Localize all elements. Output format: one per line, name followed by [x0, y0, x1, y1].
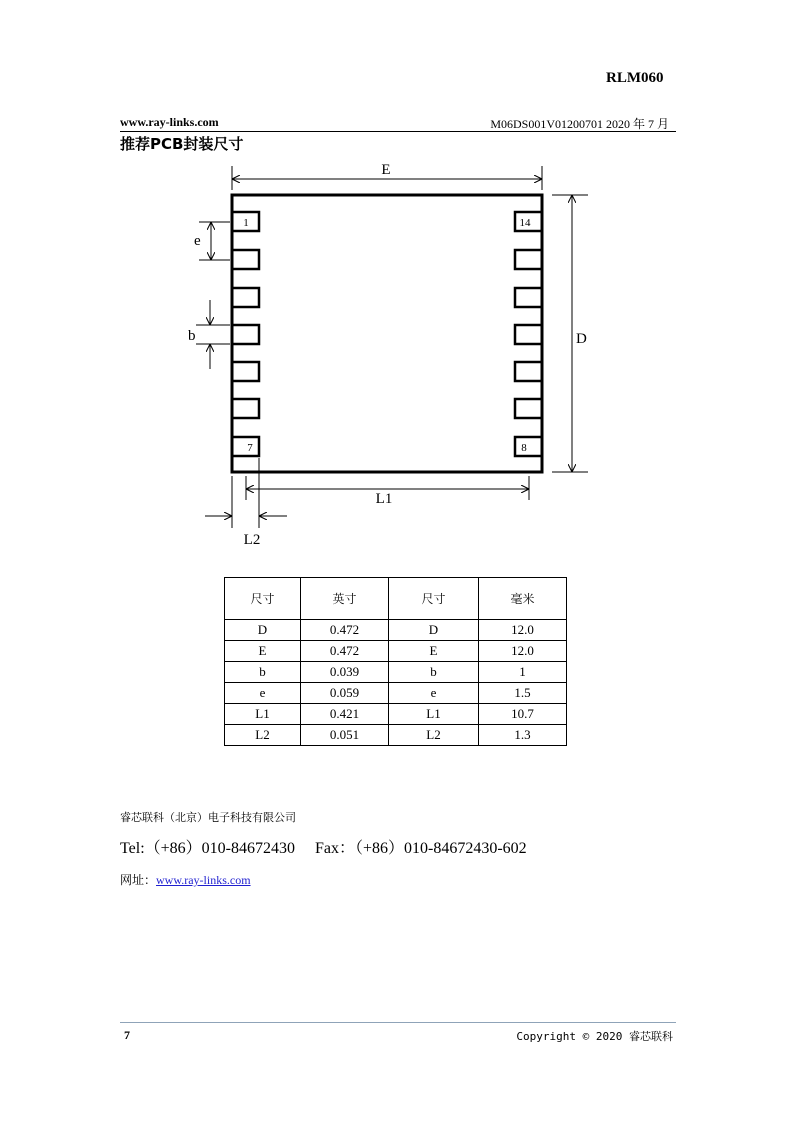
table-cell: D — [225, 620, 301, 641]
table-cell: 1.5 — [479, 683, 567, 704]
dimensions-table — [224, 577, 567, 746]
pin-1-label: 1 — [243, 217, 249, 229]
table-cell: 0.472 — [301, 641, 389, 662]
table-cell: 0.421 — [301, 704, 389, 725]
table-cell: e — [225, 683, 301, 704]
pin-14-label: 14 — [519, 217, 531, 229]
dim-label-e-width: E — [381, 162, 391, 178]
table-cell: 1.3 — [479, 725, 567, 746]
pad-6 — [232, 399, 259, 418]
table-cell: L1 — [225, 704, 301, 725]
website-line — [120, 871, 251, 888]
package-outline — [232, 195, 542, 472]
pad-3 — [232, 288, 259, 307]
table-row — [225, 620, 567, 641]
table-cell: L1 — [389, 704, 479, 725]
table-cell: L2 — [389, 725, 479, 746]
pin-7-label: 7 — [247, 442, 253, 454]
table-row — [225, 704, 567, 725]
table-header-cell: 英寸 — [301, 578, 389, 620]
table-row — [225, 641, 567, 662]
pad-4 — [232, 325, 259, 344]
table-row — [225, 683, 567, 704]
table-header-cell: 尺寸 — [389, 578, 479, 620]
table-cell: 0.059 — [301, 683, 389, 704]
table-cell: 0.472 — [301, 620, 389, 641]
copyright-notice: Copyright © 2020 睿芯联科 — [516, 1030, 673, 1043]
pad-2 — [232, 250, 259, 269]
pad-13 — [515, 250, 542, 269]
page-number: 7 — [124, 1028, 130, 1042]
table-cell: b — [225, 662, 301, 683]
header-website: www.ray-links.com — [120, 115, 219, 129]
company-name: 睿芯联科（北京）电子科技有限公司 — [120, 811, 296, 824]
table-header-row — [225, 578, 567, 620]
pad-8 — [515, 437, 542, 456]
document-id: RLM060 — [606, 70, 664, 86]
table-row — [225, 662, 567, 683]
dim-label-d-height: D — [576, 331, 587, 347]
contact-line: Tel:（+86）010-84672430 Fax：（+86）010-84672430-602 — [120, 840, 527, 857]
table-cell: b — [389, 662, 479, 683]
table-cell: 10.7 — [479, 704, 567, 725]
pad-11 — [515, 325, 542, 344]
table-header-cell: 尺寸 — [225, 578, 301, 620]
table-cell: 0.039 — [301, 662, 389, 683]
table-cell: 0.051 — [301, 725, 389, 746]
table-header-cell: 毫米 — [479, 578, 567, 620]
right-pad-column — [515, 212, 542, 456]
website-label: 网址： — [120, 873, 157, 887]
table-cell: 12.0 — [479, 620, 567, 641]
footer-rule — [120, 1022, 676, 1023]
table-cell: E — [389, 641, 479, 662]
pad-5 — [232, 362, 259, 381]
version-info: M06DS001V01200701 2020 年 7 月 — [490, 117, 669, 131]
table-cell: L2 — [225, 725, 301, 746]
table-cell: 12.0 — [479, 641, 567, 662]
pad-12 — [515, 288, 542, 307]
table-cell: 1 — [479, 662, 567, 683]
section-title: 推荐PCB封装尺寸 — [120, 135, 244, 153]
table-row — [225, 725, 567, 746]
pad-7 — [232, 437, 259, 456]
dim-label-l1: L1 — [375, 491, 393, 507]
pad-9 — [515, 399, 542, 418]
left-pad-column — [232, 212, 259, 456]
table-cell: E — [225, 641, 301, 662]
website-link[interactable]: www.ray-links.com — [156, 873, 251, 887]
pad-10 — [515, 362, 542, 381]
dim-label-pad-width: b — [188, 328, 196, 344]
table-cell: D — [389, 620, 479, 641]
table-cell: e — [389, 683, 479, 704]
dim-label-pitch: e — [194, 233, 201, 249]
dim-label-l2: L2 — [243, 532, 261, 548]
pin-8-label: 8 — [521, 442, 527, 454]
